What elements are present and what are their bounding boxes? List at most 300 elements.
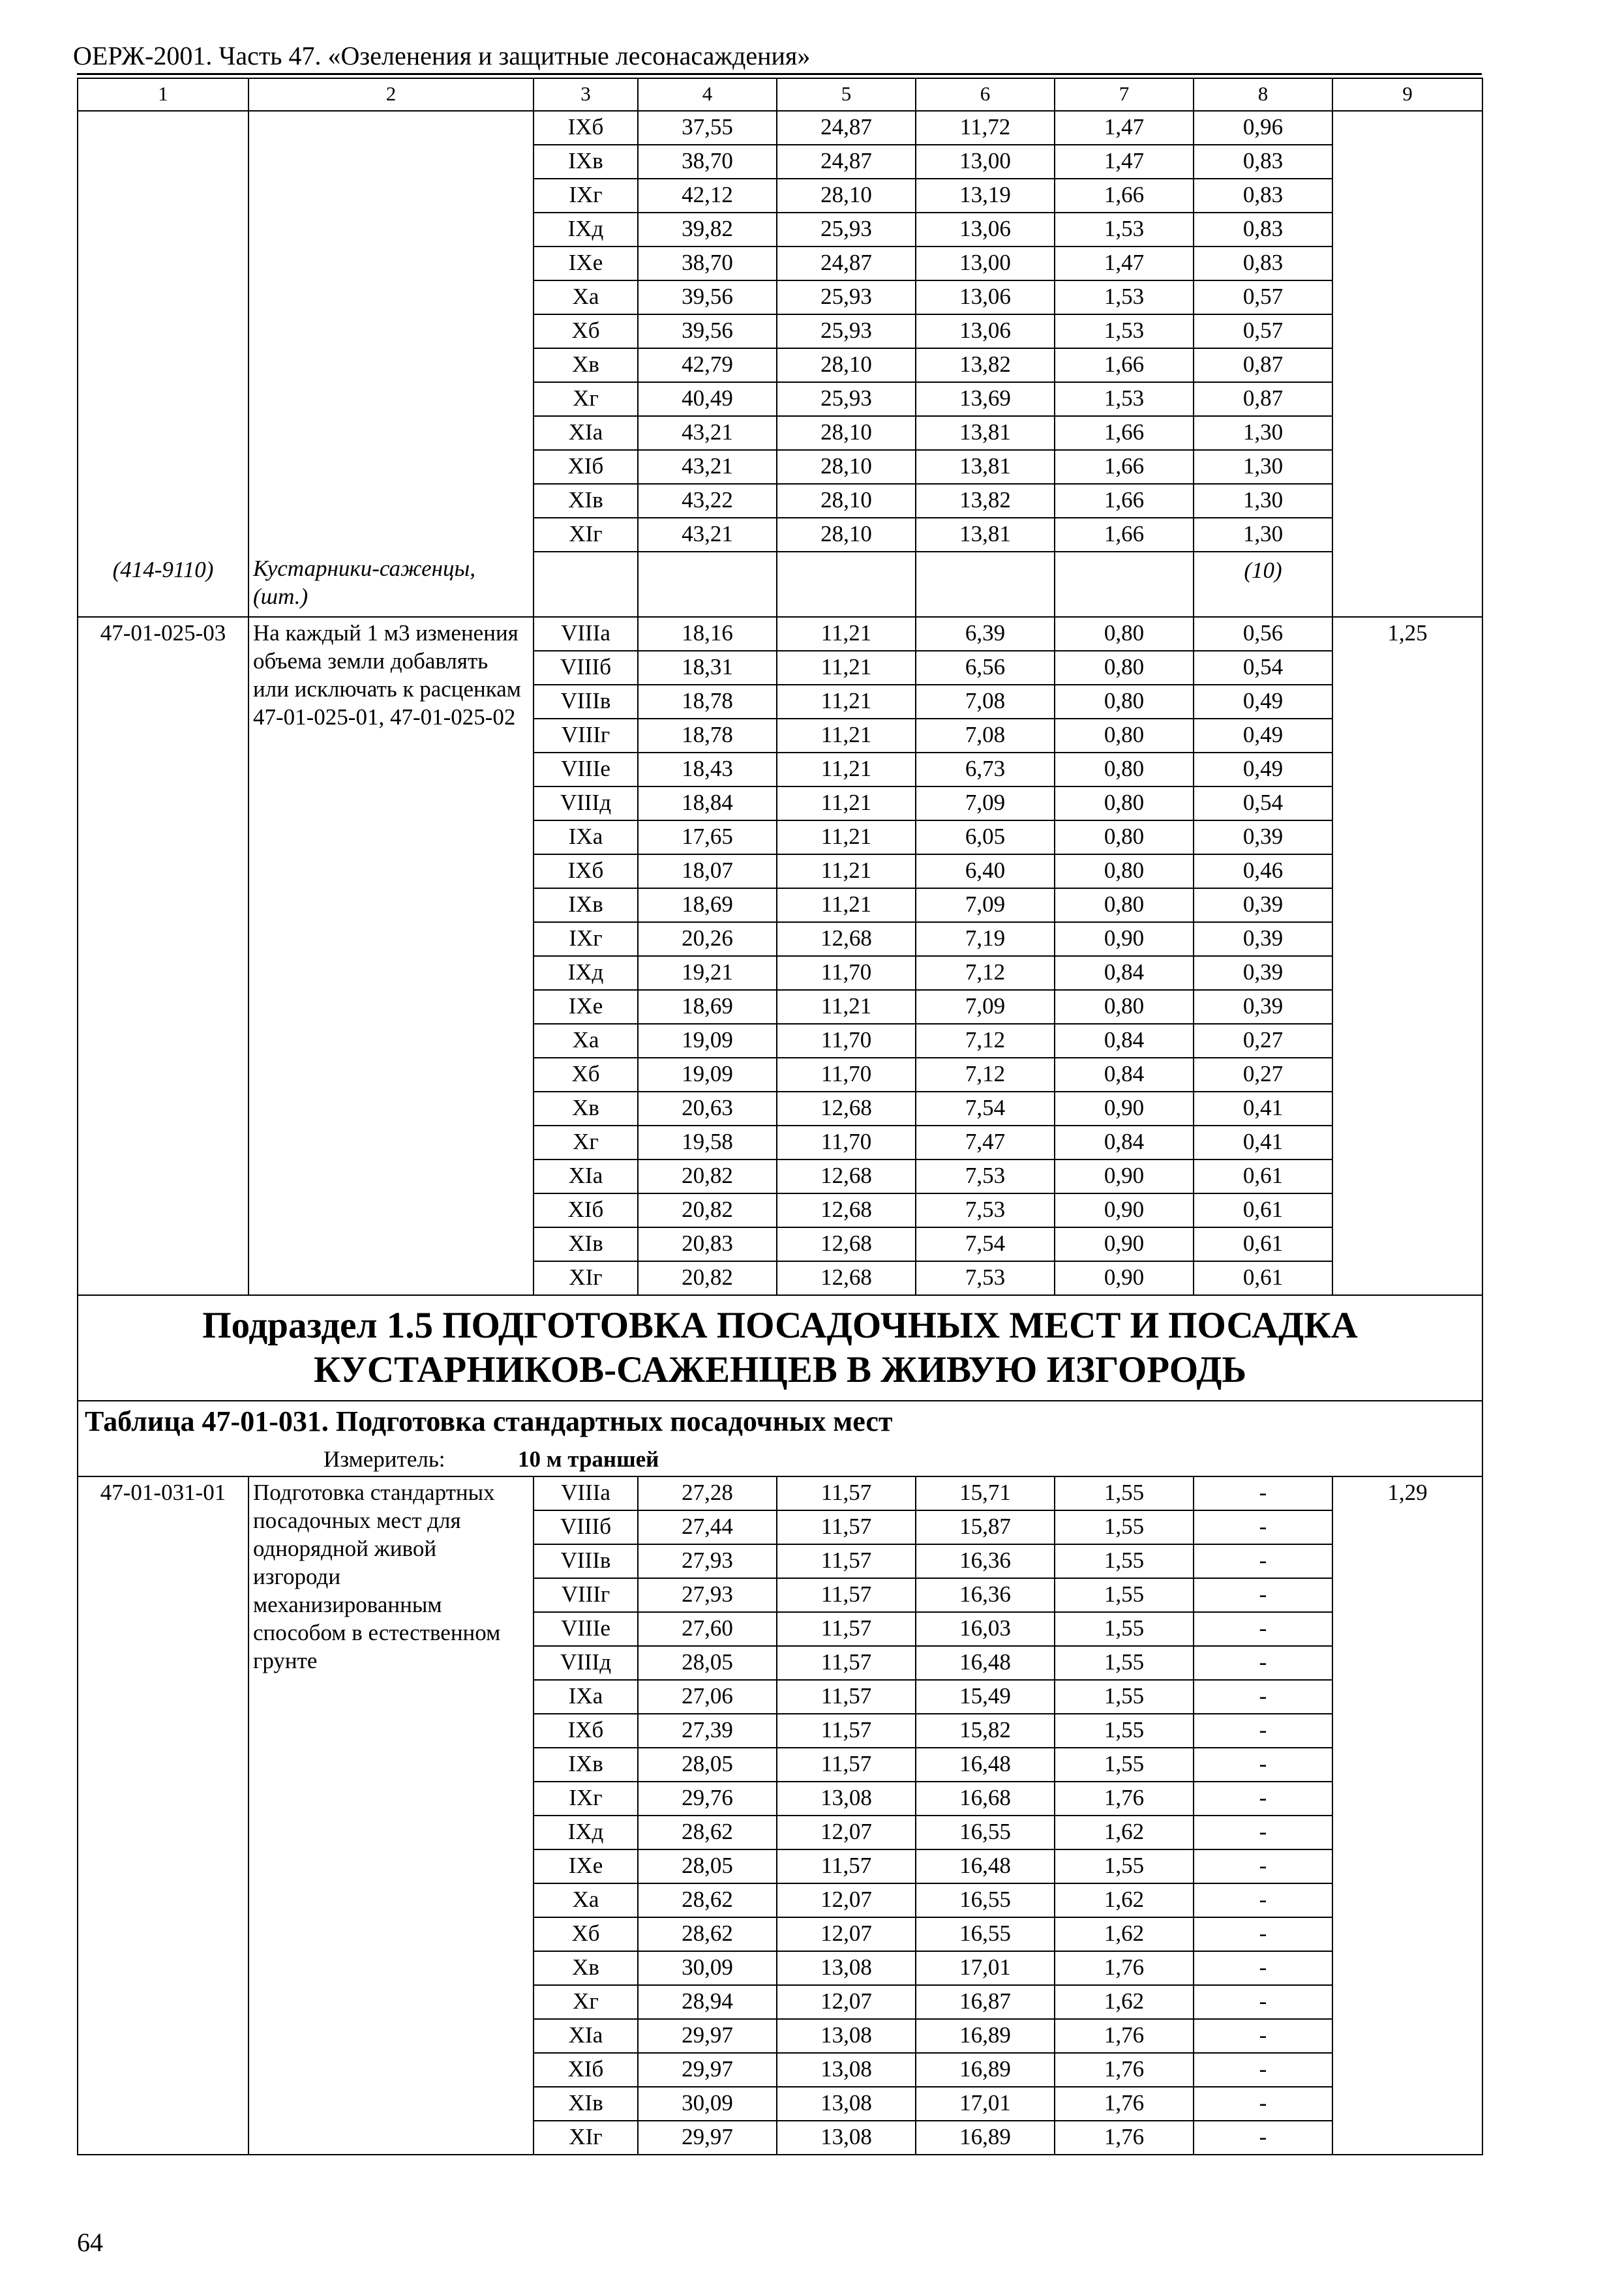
cell-labor-wages: 12,07 <box>777 1816 916 1849</box>
cell-labor-wages: 11,57 <box>777 1544 916 1578</box>
cell-materials: 0,54 <box>1194 786 1332 820</box>
cell-category: IXе <box>534 247 638 280</box>
cell-materials: - <box>1194 1816 1332 1849</box>
cell-category: Xг <box>534 382 638 416</box>
cell-materials: - <box>1194 1578 1332 1612</box>
cell-labor-wages: 11,70 <box>777 956 916 990</box>
cell-direct-costs: 29,97 <box>638 2121 777 2155</box>
cell-labor-wages: 13,08 <box>777 2121 916 2155</box>
resource-empty <box>777 552 916 617</box>
cell-code <box>78 111 248 552</box>
cell-materials: 0,83 <box>1194 145 1332 179</box>
cell-materials: 1,30 <box>1194 484 1332 518</box>
column-number: 8 <box>1194 78 1332 111</box>
cell-materials: 0,54 <box>1194 651 1332 685</box>
cell-category: Xб <box>534 1058 638 1092</box>
cell-machinist-wages: 0,84 <box>1055 1024 1194 1058</box>
cell-category: XIг <box>534 2121 638 2155</box>
cell-description: На каждый 1 м3 изменения объема земли добавлять или исключать к расценкам 47-01-025-01, 47-01-025-02 <box>248 617 534 1295</box>
cell-materials: - <box>1194 1544 1332 1578</box>
cell-direct-costs: 17,65 <box>638 820 777 854</box>
cell-machinist-wages: 1,62 <box>1055 1883 1194 1917</box>
cell-materials: 0,96 <box>1194 111 1332 145</box>
cell-category: XIб <box>534 450 638 484</box>
cell-category: VIIIг <box>534 1578 638 1612</box>
cell-category: VIIIв <box>534 685 638 719</box>
resource-code: (414-9110) <box>78 552 248 617</box>
cell-materials: 0,39 <box>1194 956 1332 990</box>
cell-labor-wages: 11,57 <box>777 1578 916 1612</box>
cell-direct-costs: 43,22 <box>638 484 777 518</box>
cell-machine-operation: 7,08 <box>916 685 1055 719</box>
cell-machinist-wages: 1,55 <box>1055 1544 1194 1578</box>
cell-category: Xв <box>534 1092 638 1126</box>
cell-machinist-wages: 1,53 <box>1055 280 1194 314</box>
cell-materials: - <box>1194 1510 1332 1544</box>
cell-labor-wages: 24,87 <box>777 111 916 145</box>
cell-materials: 0,39 <box>1194 888 1332 922</box>
cell-direct-costs: 18,16 <box>638 617 777 651</box>
cell-machine-operation: 13,81 <box>916 450 1055 484</box>
table-row <box>78 111 1482 145</box>
cell-materials: 1,30 <box>1194 450 1332 484</box>
resource-name: Кустарники-саженцы, (шт.) <box>248 552 534 617</box>
cell-materials: 0,83 <box>1194 213 1332 247</box>
cell-labor-wages: 12,07 <box>777 1883 916 1917</box>
cell-machinist-wages: 1,76 <box>1055 1951 1194 1985</box>
cell-labor-wages: 25,93 <box>777 213 916 247</box>
cell-category: VIIIв <box>534 1544 638 1578</box>
cell-category: Xа <box>534 1024 638 1058</box>
cell-labor-wages: 28,10 <box>777 518 916 552</box>
cell-machine-operation: 7,54 <box>916 1227 1055 1261</box>
cell-direct-costs: 28,05 <box>638 1748 777 1782</box>
cell-machine-operation: 13,06 <box>916 213 1055 247</box>
cell-labor-wages: 24,87 <box>777 145 916 179</box>
cell-machine-operation: 6,39 <box>916 617 1055 651</box>
cell-machinist-wages: 0,80 <box>1055 685 1194 719</box>
cell-machinist-wages: 1,66 <box>1055 518 1194 552</box>
cell-category: XIб <box>534 1193 638 1227</box>
cell-labor-wages: 11,57 <box>777 1612 916 1646</box>
cell-direct-costs: 39,82 <box>638 213 777 247</box>
cell-machine-operation: 13,69 <box>916 382 1055 416</box>
cell-labor-wages: 11,21 <box>777 685 916 719</box>
cell-machine-operation: 15,49 <box>916 1680 1055 1714</box>
cell-labor-wages: 28,10 <box>777 179 916 213</box>
cell-direct-costs: 29,97 <box>638 2053 777 2087</box>
cell-machine-operation: 13,81 <box>916 416 1055 450</box>
cell-labor-wages: 25,93 <box>777 280 916 314</box>
cell-machinist-wages: 1,47 <box>1055 247 1194 280</box>
cell-machinist-wages: 0,90 <box>1055 1092 1194 1126</box>
cell-category: IXв <box>534 145 638 179</box>
column-number: 4 <box>638 78 777 111</box>
cell-materials: - <box>1194 1917 1332 1951</box>
cell-direct-costs: 19,58 <box>638 1126 777 1159</box>
cell-category: XIб <box>534 2053 638 2087</box>
cell-col9 <box>1332 111 1482 617</box>
cell-materials: 0,87 <box>1194 382 1332 416</box>
cell-machinist-wages: 1,55 <box>1055 1510 1194 1544</box>
cell-labor-wages: 24,87 <box>777 247 916 280</box>
cell-category: IXе <box>534 990 638 1024</box>
cell-labor-wages: 12,68 <box>777 1227 916 1261</box>
cell-materials: 0,57 <box>1194 280 1332 314</box>
cell-direct-costs: 39,56 <box>638 280 777 314</box>
cell-materials: - <box>1194 1951 1332 1985</box>
cell-machine-operation: 16,89 <box>916 2053 1055 2087</box>
cell-direct-costs: 42,12 <box>638 179 777 213</box>
cell-machinist-wages: 0,80 <box>1055 990 1194 1024</box>
cell-direct-costs: 28,62 <box>638 1917 777 1951</box>
cell-category: VIIIб <box>534 1510 638 1544</box>
cell-machine-operation: 16,48 <box>916 1748 1055 1782</box>
cell-materials: - <box>1194 2053 1332 2087</box>
cell-labor-wages: 13,08 <box>777 2053 916 2087</box>
cell-machinist-wages: 1,55 <box>1055 1612 1194 1646</box>
cell-machinist-wages: 1,66 <box>1055 484 1194 518</box>
cell-direct-costs: 18,84 <box>638 786 777 820</box>
cell-direct-costs: 37,55 <box>638 111 777 145</box>
cell-materials: 0,57 <box>1194 314 1332 348</box>
cell-category: Xв <box>534 348 638 382</box>
cell-machinist-wages: 0,80 <box>1055 786 1194 820</box>
cell-materials: - <box>1194 1612 1332 1646</box>
cell-direct-costs: 20,83 <box>638 1227 777 1261</box>
cell-labor-wages: 11,57 <box>777 1476 916 1510</box>
cell-category: Xа <box>534 280 638 314</box>
cell-category: XIа <box>534 2019 638 2053</box>
resource-row <box>78 552 1482 617</box>
cell-direct-costs: 20,26 <box>638 922 777 956</box>
cell-machinist-wages: 0,80 <box>1055 820 1194 854</box>
cell-direct-costs: 42,79 <box>638 348 777 382</box>
measure-label: Измеритель: <box>323 1446 445 1472</box>
cell-materials: - <box>1194 1849 1332 1883</box>
column-number: 5 <box>777 78 916 111</box>
cell-labor-wages: 12,68 <box>777 1159 916 1193</box>
cell-direct-costs: 19,21 <box>638 956 777 990</box>
cell-category: VIIIб <box>534 651 638 685</box>
cell-machinist-wages: 0,80 <box>1055 719 1194 753</box>
cell-labor-wages: 12,07 <box>777 1985 916 2019</box>
cell-materials: 0,49 <box>1194 719 1332 753</box>
cell-category: VIIIа <box>534 1476 638 1510</box>
resource-empty <box>534 552 638 617</box>
cell-labor-wages: 12,68 <box>777 1092 916 1126</box>
cell-direct-costs: 18,07 <box>638 854 777 888</box>
cell-labor-wages: 11,70 <box>777 1024 916 1058</box>
cell-materials: 0,56 <box>1194 617 1332 651</box>
rates-table <box>77 78 1483 2155</box>
cell-category: IXд <box>534 1816 638 1849</box>
cell-materials: 0,61 <box>1194 1193 1332 1227</box>
running-header: ОЕРЖ-2001. Часть 47. «Озеленения и защитные лесонасаждения» <box>73 41 811 70</box>
cell-labor-wages: 11,21 <box>777 753 916 786</box>
cell-labor-wages: 11,57 <box>777 1714 916 1748</box>
cell-labor-wages: 11,57 <box>777 1510 916 1544</box>
cell-machinist-wages: 0,90 <box>1055 1227 1194 1261</box>
cell-category: VIIIа <box>534 617 638 651</box>
cell-direct-costs: 18,69 <box>638 888 777 922</box>
cell-direct-costs: 27,93 <box>638 1578 777 1612</box>
cell-machinist-wages: 1,55 <box>1055 1476 1194 1510</box>
cell-direct-costs: 28,94 <box>638 1985 777 2019</box>
cell-direct-costs: 29,76 <box>638 1782 777 1816</box>
table-title: Таблица 47-01-031. Подготовка стандартных посадочных мест <box>78 1401 1482 1444</box>
cell-materials: 0,27 <box>1194 1058 1332 1092</box>
cell-machinist-wages: 1,76 <box>1055 2087 1194 2121</box>
cell-labor-wages: 12,68 <box>777 1261 916 1295</box>
cell-materials: 0,49 <box>1194 685 1332 719</box>
cell-machinist-wages: 1,47 <box>1055 145 1194 179</box>
subsection-title-line2: КУСТАРНИКОВ-САЖЕНЦЕВ В ЖИВУЮ ИЗГОРОДЬ <box>313 1349 1247 1390</box>
cell-machinist-wages: 0,80 <box>1055 617 1194 651</box>
cell-machine-operation: 7,54 <box>916 1092 1055 1126</box>
cell-category: Xа <box>534 1883 638 1917</box>
cell-machine-operation: 7,08 <box>916 719 1055 753</box>
column-number: 2 <box>248 78 534 111</box>
cell-machine-operation: 15,82 <box>916 1714 1055 1748</box>
cell-materials: - <box>1194 1476 1332 1510</box>
cell-category: XIв <box>534 484 638 518</box>
cell-machine-operation: 6,40 <box>916 854 1055 888</box>
cell-machine-operation: 15,71 <box>916 1476 1055 1510</box>
cell-col9: 1,29 <box>1332 1476 1482 2155</box>
cell-machine-operation: 7,47 <box>916 1126 1055 1159</box>
cell-machine-operation: 11,72 <box>916 111 1055 145</box>
cell-labor-wages: 13,08 <box>777 1782 916 1816</box>
cell-machine-operation: 16,89 <box>916 2121 1055 2155</box>
resource-empty <box>916 552 1055 617</box>
cell-materials: - <box>1194 1748 1332 1782</box>
column-number-row <box>78 78 1482 111</box>
cell-machine-operation: 13,19 <box>916 179 1055 213</box>
cell-machinist-wages: 1,76 <box>1055 2121 1194 2155</box>
cell-direct-costs: 28,05 <box>638 1849 777 1883</box>
cell-machine-operation: 13,82 <box>916 484 1055 518</box>
cell-machinist-wages: 1,76 <box>1055 2053 1194 2087</box>
cell-machinist-wages: 1,62 <box>1055 1917 1194 1951</box>
cell-machine-operation: 16,68 <box>916 1782 1055 1816</box>
cell-category: XIг <box>534 1261 638 1295</box>
cell-category: IXб <box>534 1714 638 1748</box>
cell-materials: 0,61 <box>1194 1227 1332 1261</box>
cell-machine-operation: 6,56 <box>916 651 1055 685</box>
cell-machine-operation: 6,73 <box>916 753 1055 786</box>
cell-category: VIIIд <box>534 1646 638 1680</box>
cell-category: IXа <box>534 1680 638 1714</box>
cell-category: VIIIд <box>534 786 638 820</box>
cell-description <box>248 111 534 552</box>
cell-machinist-wages: 1,66 <box>1055 416 1194 450</box>
cell-direct-costs: 18,31 <box>638 651 777 685</box>
cell-machine-operation: 7,12 <box>916 1024 1055 1058</box>
cell-labor-wages: 28,10 <box>777 484 916 518</box>
cell-machinist-wages: 0,84 <box>1055 1058 1194 1092</box>
cell-machine-operation: 16,48 <box>916 1646 1055 1680</box>
column-number: 1 <box>78 78 248 111</box>
resource-empty <box>638 552 777 617</box>
column-number: 7 <box>1055 78 1194 111</box>
cell-machine-operation: 15,87 <box>916 1510 1055 1544</box>
cell-direct-costs: 38,70 <box>638 247 777 280</box>
cell-code: 47-01-031-01 <box>78 1476 248 2155</box>
cell-category: IXг <box>534 1782 638 1816</box>
cell-category: XIв <box>534 1227 638 1261</box>
cell-machinist-wages: 1,55 <box>1055 1748 1194 1782</box>
cell-machine-operation: 7,53 <box>916 1159 1055 1193</box>
cell-materials: 0,83 <box>1194 179 1332 213</box>
cell-category: XIг <box>534 518 638 552</box>
table-title-row <box>78 1401 1482 1444</box>
cell-machinist-wages: 1,76 <box>1055 1782 1194 1816</box>
cell-machinist-wages: 0,80 <box>1055 888 1194 922</box>
cell-machinist-wages: 0,80 <box>1055 651 1194 685</box>
cell-machine-operation: 16,36 <box>916 1578 1055 1612</box>
cell-materials: 0,87 <box>1194 348 1332 382</box>
cell-materials: - <box>1194 2019 1332 2053</box>
cell-category: IXд <box>534 213 638 247</box>
cell-materials: 0,41 <box>1194 1092 1332 1126</box>
cell-labor-wages: 11,21 <box>777 651 916 685</box>
cell-materials: - <box>1194 2121 1332 2155</box>
cell-materials: - <box>1194 1883 1332 1917</box>
cell-machine-operation: 13,06 <box>916 314 1055 348</box>
cell-machinist-wages: 1,66 <box>1055 179 1194 213</box>
cell-labor-wages: 11,57 <box>777 1748 916 1782</box>
cell-materials: 0,39 <box>1194 922 1332 956</box>
cell-machinist-wages: 1,55 <box>1055 1680 1194 1714</box>
cell-direct-costs: 40,49 <box>638 382 777 416</box>
cell-machine-operation: 13,81 <box>916 518 1055 552</box>
cell-labor-wages: 12,07 <box>777 1917 916 1951</box>
cell-category: Xг <box>534 1126 638 1159</box>
cell-category: VIIIе <box>534 1612 638 1646</box>
cell-direct-costs: 27,93 <box>638 1544 777 1578</box>
cell-category: XIа <box>534 416 638 450</box>
cell-direct-costs: 20,82 <box>638 1159 777 1193</box>
cell-description: Подготовка стандартных посадочных мест для однорядной живой изгороди механизированным способом в естественном грунте <box>248 1476 534 2155</box>
cell-direct-costs: 38,70 <box>638 145 777 179</box>
cell-materials: - <box>1194 1646 1332 1680</box>
cell-labor-wages: 12,68 <box>777 1193 916 1227</box>
measure <box>78 1444 1482 1476</box>
measure-value: 10 м траншей <box>518 1446 659 1472</box>
cell-machine-operation: 16,48 <box>916 1849 1055 1883</box>
cell-machine-operation: 16,87 <box>916 1985 1055 2019</box>
cell-labor-wages: 25,93 <box>777 382 916 416</box>
cell-machinist-wages: 1,55 <box>1055 1849 1194 1883</box>
cell-labor-wages: 11,21 <box>777 786 916 820</box>
cell-category: Xб <box>534 314 638 348</box>
cell-direct-costs: 20,82 <box>638 1193 777 1227</box>
subsection-title-line1: Подраздел 1.5 ПОДГОТОВКА ПОСАДОЧНЫХ МЕСТ И ПОСАДКА <box>202 1305 1358 1346</box>
cell-direct-costs: 30,09 <box>638 2087 777 2121</box>
column-number: 9 <box>1332 78 1482 111</box>
cell-labor-wages: 25,93 <box>777 314 916 348</box>
cell-category: Xг <box>534 1985 638 2019</box>
cell-labor-wages: 11,70 <box>777 1126 916 1159</box>
cell-machine-operation: 17,01 <box>916 2087 1055 2121</box>
cell-direct-costs: 43,21 <box>638 450 777 484</box>
cell-direct-costs: 27,39 <box>638 1714 777 1748</box>
cell-machinist-wages: 1,55 <box>1055 1578 1194 1612</box>
cell-materials: 0,39 <box>1194 820 1332 854</box>
cell-machinist-wages: 1,76 <box>1055 2019 1194 2053</box>
cell-machine-operation: 16,36 <box>916 1544 1055 1578</box>
resource-empty <box>1055 552 1194 617</box>
column-number: 3 <box>534 78 638 111</box>
cell-direct-costs: 30,09 <box>638 1951 777 1985</box>
cell-direct-costs: 19,09 <box>638 1024 777 1058</box>
cell-machinist-wages: 1,53 <box>1055 314 1194 348</box>
cell-machine-operation: 7,19 <box>916 922 1055 956</box>
cell-machinist-wages: 1,47 <box>1055 111 1194 145</box>
cell-machine-operation: 7,09 <box>916 990 1055 1024</box>
cell-direct-costs: 28,62 <box>638 1816 777 1849</box>
cell-category: VIIIе <box>534 753 638 786</box>
cell-direct-costs: 18,78 <box>638 685 777 719</box>
subsection-row <box>78 1295 1482 1401</box>
page-number: 64 <box>77 2228 103 2257</box>
cell-machine-operation: 7,12 <box>916 956 1055 990</box>
cell-direct-costs: 43,21 <box>638 416 777 450</box>
cell-labor-wages: 11,21 <box>777 888 916 922</box>
cell-materials: 0,83 <box>1194 247 1332 280</box>
cell-labor-wages: 11,21 <box>777 719 916 753</box>
cell-category: IXв <box>534 888 638 922</box>
cell-direct-costs: 27,28 <box>638 1476 777 1510</box>
cell-labor-wages: 12,68 <box>777 922 916 956</box>
cell-machine-operation: 17,01 <box>916 1951 1055 1985</box>
cell-labor-wages: 11,21 <box>777 617 916 651</box>
cell-labor-wages: 28,10 <box>777 348 916 382</box>
cell-direct-costs: 18,69 <box>638 990 777 1024</box>
cell-category: Xб <box>534 1917 638 1951</box>
cell-materials: 0,61 <box>1194 1261 1332 1295</box>
cell-machinist-wages: 0,90 <box>1055 1193 1194 1227</box>
cell-machinist-wages: 0,84 <box>1055 956 1194 990</box>
cell-machinist-wages: 1,66 <box>1055 450 1194 484</box>
cell-direct-costs: 20,63 <box>638 1092 777 1126</box>
cell-machine-operation: 7,53 <box>916 1193 1055 1227</box>
cell-machinist-wages: 0,90 <box>1055 1159 1194 1193</box>
cell-category: IXа <box>534 820 638 854</box>
cell-direct-costs: 29,97 <box>638 2019 777 2053</box>
cell-machinist-wages: 1,53 <box>1055 213 1194 247</box>
subsection-title <box>78 1295 1482 1401</box>
cell-labor-wages: 13,08 <box>777 2019 916 2053</box>
cell-materials: - <box>1194 1714 1332 1748</box>
cell-direct-costs: 43,21 <box>638 518 777 552</box>
cell-category: IXе <box>534 1849 638 1883</box>
cell-direct-costs: 39,56 <box>638 314 777 348</box>
cell-labor-wages: 28,10 <box>777 450 916 484</box>
cell-machine-operation: 7,53 <box>916 1261 1055 1295</box>
cell-materials: 0,39 <box>1194 990 1332 1024</box>
cell-machinist-wages: 1,62 <box>1055 1816 1194 1849</box>
cell-labor-wages: 11,21 <box>777 990 916 1024</box>
cell-machinist-wages: 1,53 <box>1055 382 1194 416</box>
measure-row <box>78 1444 1482 1476</box>
cell-materials: 0,49 <box>1194 753 1332 786</box>
cell-machinist-wages: 1,62 <box>1055 1985 1194 2019</box>
cell-materials: - <box>1194 1680 1332 1714</box>
cell-labor-wages: 28,10 <box>777 416 916 450</box>
cell-machine-operation: 7,09 <box>916 786 1055 820</box>
